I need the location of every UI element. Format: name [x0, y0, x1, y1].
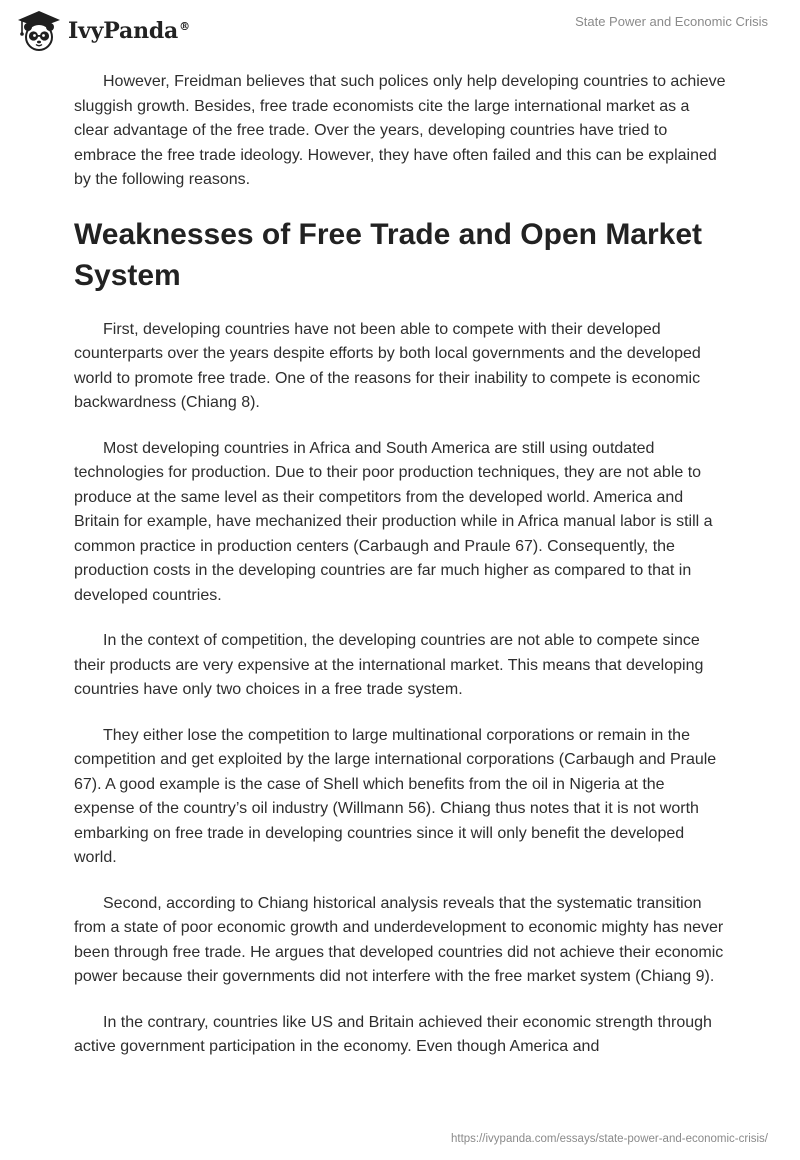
body-paragraph-4: They either lose the competition to large multinational corporations or remain in the competition and get exploited by the large international corporations (Carbaugh and Praule 67). A good example is the case of Shell which benefits from the oil in Nigeria at the expense of the country’s oil industry (Willmann 56). Chiang thus notes that it is not worth embarking on free trade in developing countries since it will only benefit the developed world. [74, 726, 717, 866]
body-paragraph-3: In the context of competition, the developing countries are not able to compete since their products are very expensive at the international market. This means that developing countries have only two choices in a free trade system. [74, 632, 704, 698]
graduation-panda-icon [16, 9, 62, 53]
page-header [0, 0, 800, 64]
source-url[interactable]: https://ivypanda.com/essays/state-power-and-economic-crisis/ [450, 1133, 768, 1145]
body-paragraph-5: Second, according to Chiang historical analysis reveals that the systematic transition from a state of poor economic growth and underdevelopment to economic mighty has never been through free trade. He argues that developed countries did not achieve their economic power because their governments did not interfere with the free market system (Chiang 9). [74, 894, 724, 985]
body-paragraph-2: Most developing countries in Africa and South America are still using outdated technologies for production. Due to their poor production techniques, they are not able to produce at the same level as their competitors from the developed world. America and Britain for example, have mechanized their production while in Africa manual labor is still a common practice in production centers (Carbaugh and Praule 67). Consequently, the production costs in the developing countries are far much higher as compared to that in developed countries. [74, 439, 713, 604]
intro-paragraph: However, Freidman believes that such polices only help developing countries to achieve sluggish growth. Besides, free trade economists cite the large international market as a clear advantage of the free trade. Over the years, developing countries have tried to embrace the free trade ideology. However, they have often failed and this can be explained by the following reasons. [74, 73, 726, 188]
document-title: State Power and Economic Crisis [575, 14, 768, 29]
brand-name: IvyPanda® [68, 18, 190, 44]
body-paragraph-1: First, developing countries have not been able to compete with their developed counterparts over the years despite efforts by both local governments and the developed world to promote free trade. One of the reasons for their inability to compete is economic backwardness (Chiang 8). [74, 320, 701, 411]
essay-content [74, 70, 726, 1081]
ivypanda-logo[interactable] [16, 9, 190, 53]
section-heading: Weaknesses of Free Trade and Open Market System [74, 217, 703, 292]
body-paragraph-6: In the contrary, countries like US and Britain achieved their economic strength through active government participation in the economy. Even though America and [74, 1013, 712, 1055]
